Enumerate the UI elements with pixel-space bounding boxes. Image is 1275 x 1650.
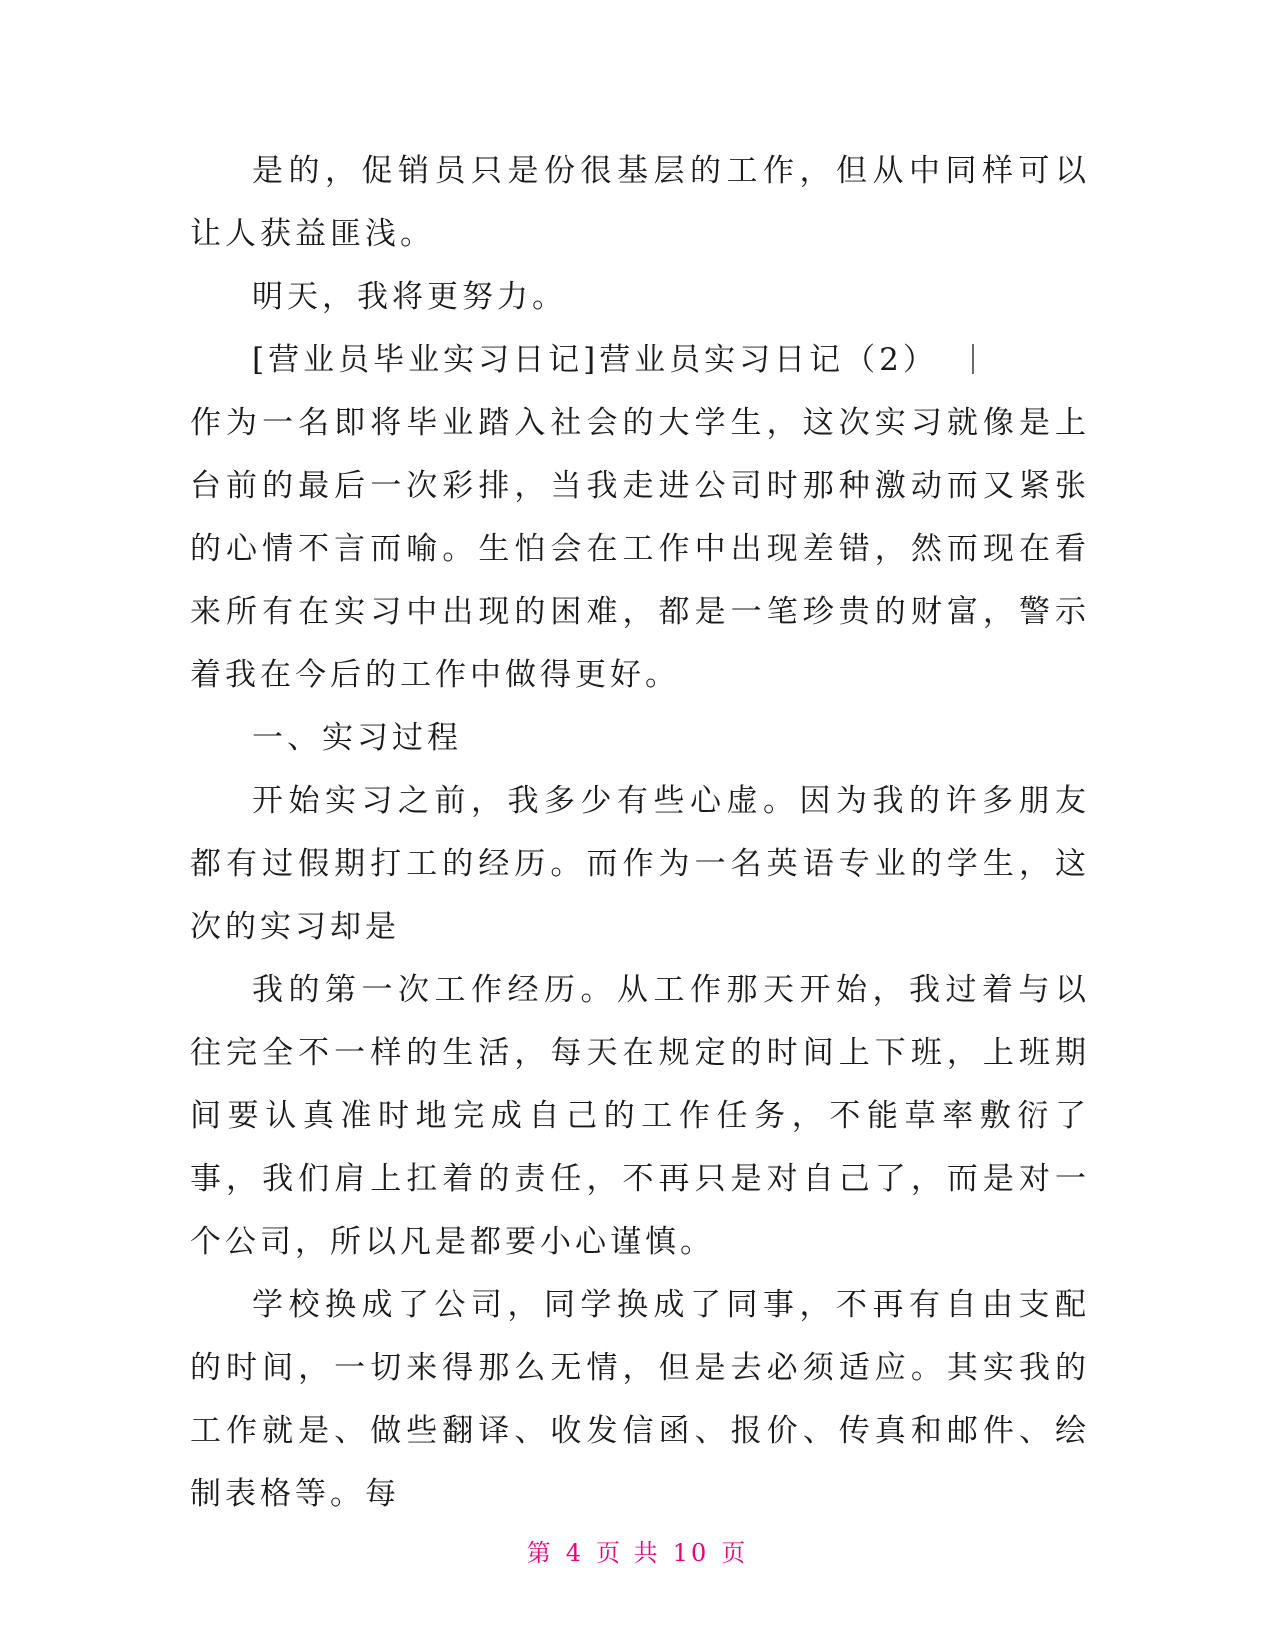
paragraph-2: 明天，我将更努力。 xyxy=(252,279,567,315)
paragraph-4: 开始实习之前，我多少有些心虚。因为我的许多朋友都有过假期打工的经历。而作为一名英语专业的学生，这次的实习却是 xyxy=(190,783,1090,945)
text-cursor-icon xyxy=(972,344,974,374)
page-footer xyxy=(0,1533,1275,1568)
footer-suffix: 页 xyxy=(721,1539,749,1567)
paragraph-1: 是的，促销员只是份很基层的工作，但从中同样可以让人获益匪浅。 xyxy=(190,153,1090,252)
total-page-count: 10 xyxy=(672,1539,710,1567)
section-heading-text: [营业员毕业实习日记]营业员实习日记（2） xyxy=(252,342,938,378)
paragraph-3: 作为一名即将毕业踏入社会的大学生，这次实习就像是上台前的最后一次彩排，当我走进公司时那种激动而又紧张的心情不言而喻。生怕会在工作中出现差错，然而现在看来所有在实习中出现的困难，都是一笔珍贵的财富，警示着我在今后的工作中做得更好。 xyxy=(190,405,1090,693)
paragraph-6: 学校换成了公司，同学换成了同事，不再有自由支配的时间，一切来得那么无情，但是去必须适应。其实我的工作就是、做些翻译、收发信函、报价、传真和邮件、绘制表格等。每 xyxy=(190,1287,1090,1512)
document-body xyxy=(190,140,1090,1526)
subheading-internship-process: 一、实习过程 xyxy=(252,720,462,756)
footer-prefix: 第 xyxy=(526,1539,554,1567)
paragraph-5: 我的第一次工作经历。从工作那天开始，我过着与以往完全不一样的生活，每天在规定的时间上下班，上班期间要认真准时地完成自己的工作任务，不能草率敷衍了事，我们肩上扛着的责任，不再只是对自己了，而是对一个公司，所以凡是都要小心谨慎。 xyxy=(190,972,1090,1260)
current-page-number: 4 xyxy=(565,1539,585,1567)
footer-middle: 页 共 xyxy=(596,1539,661,1567)
section-heading-diary-2 xyxy=(190,329,1090,392)
